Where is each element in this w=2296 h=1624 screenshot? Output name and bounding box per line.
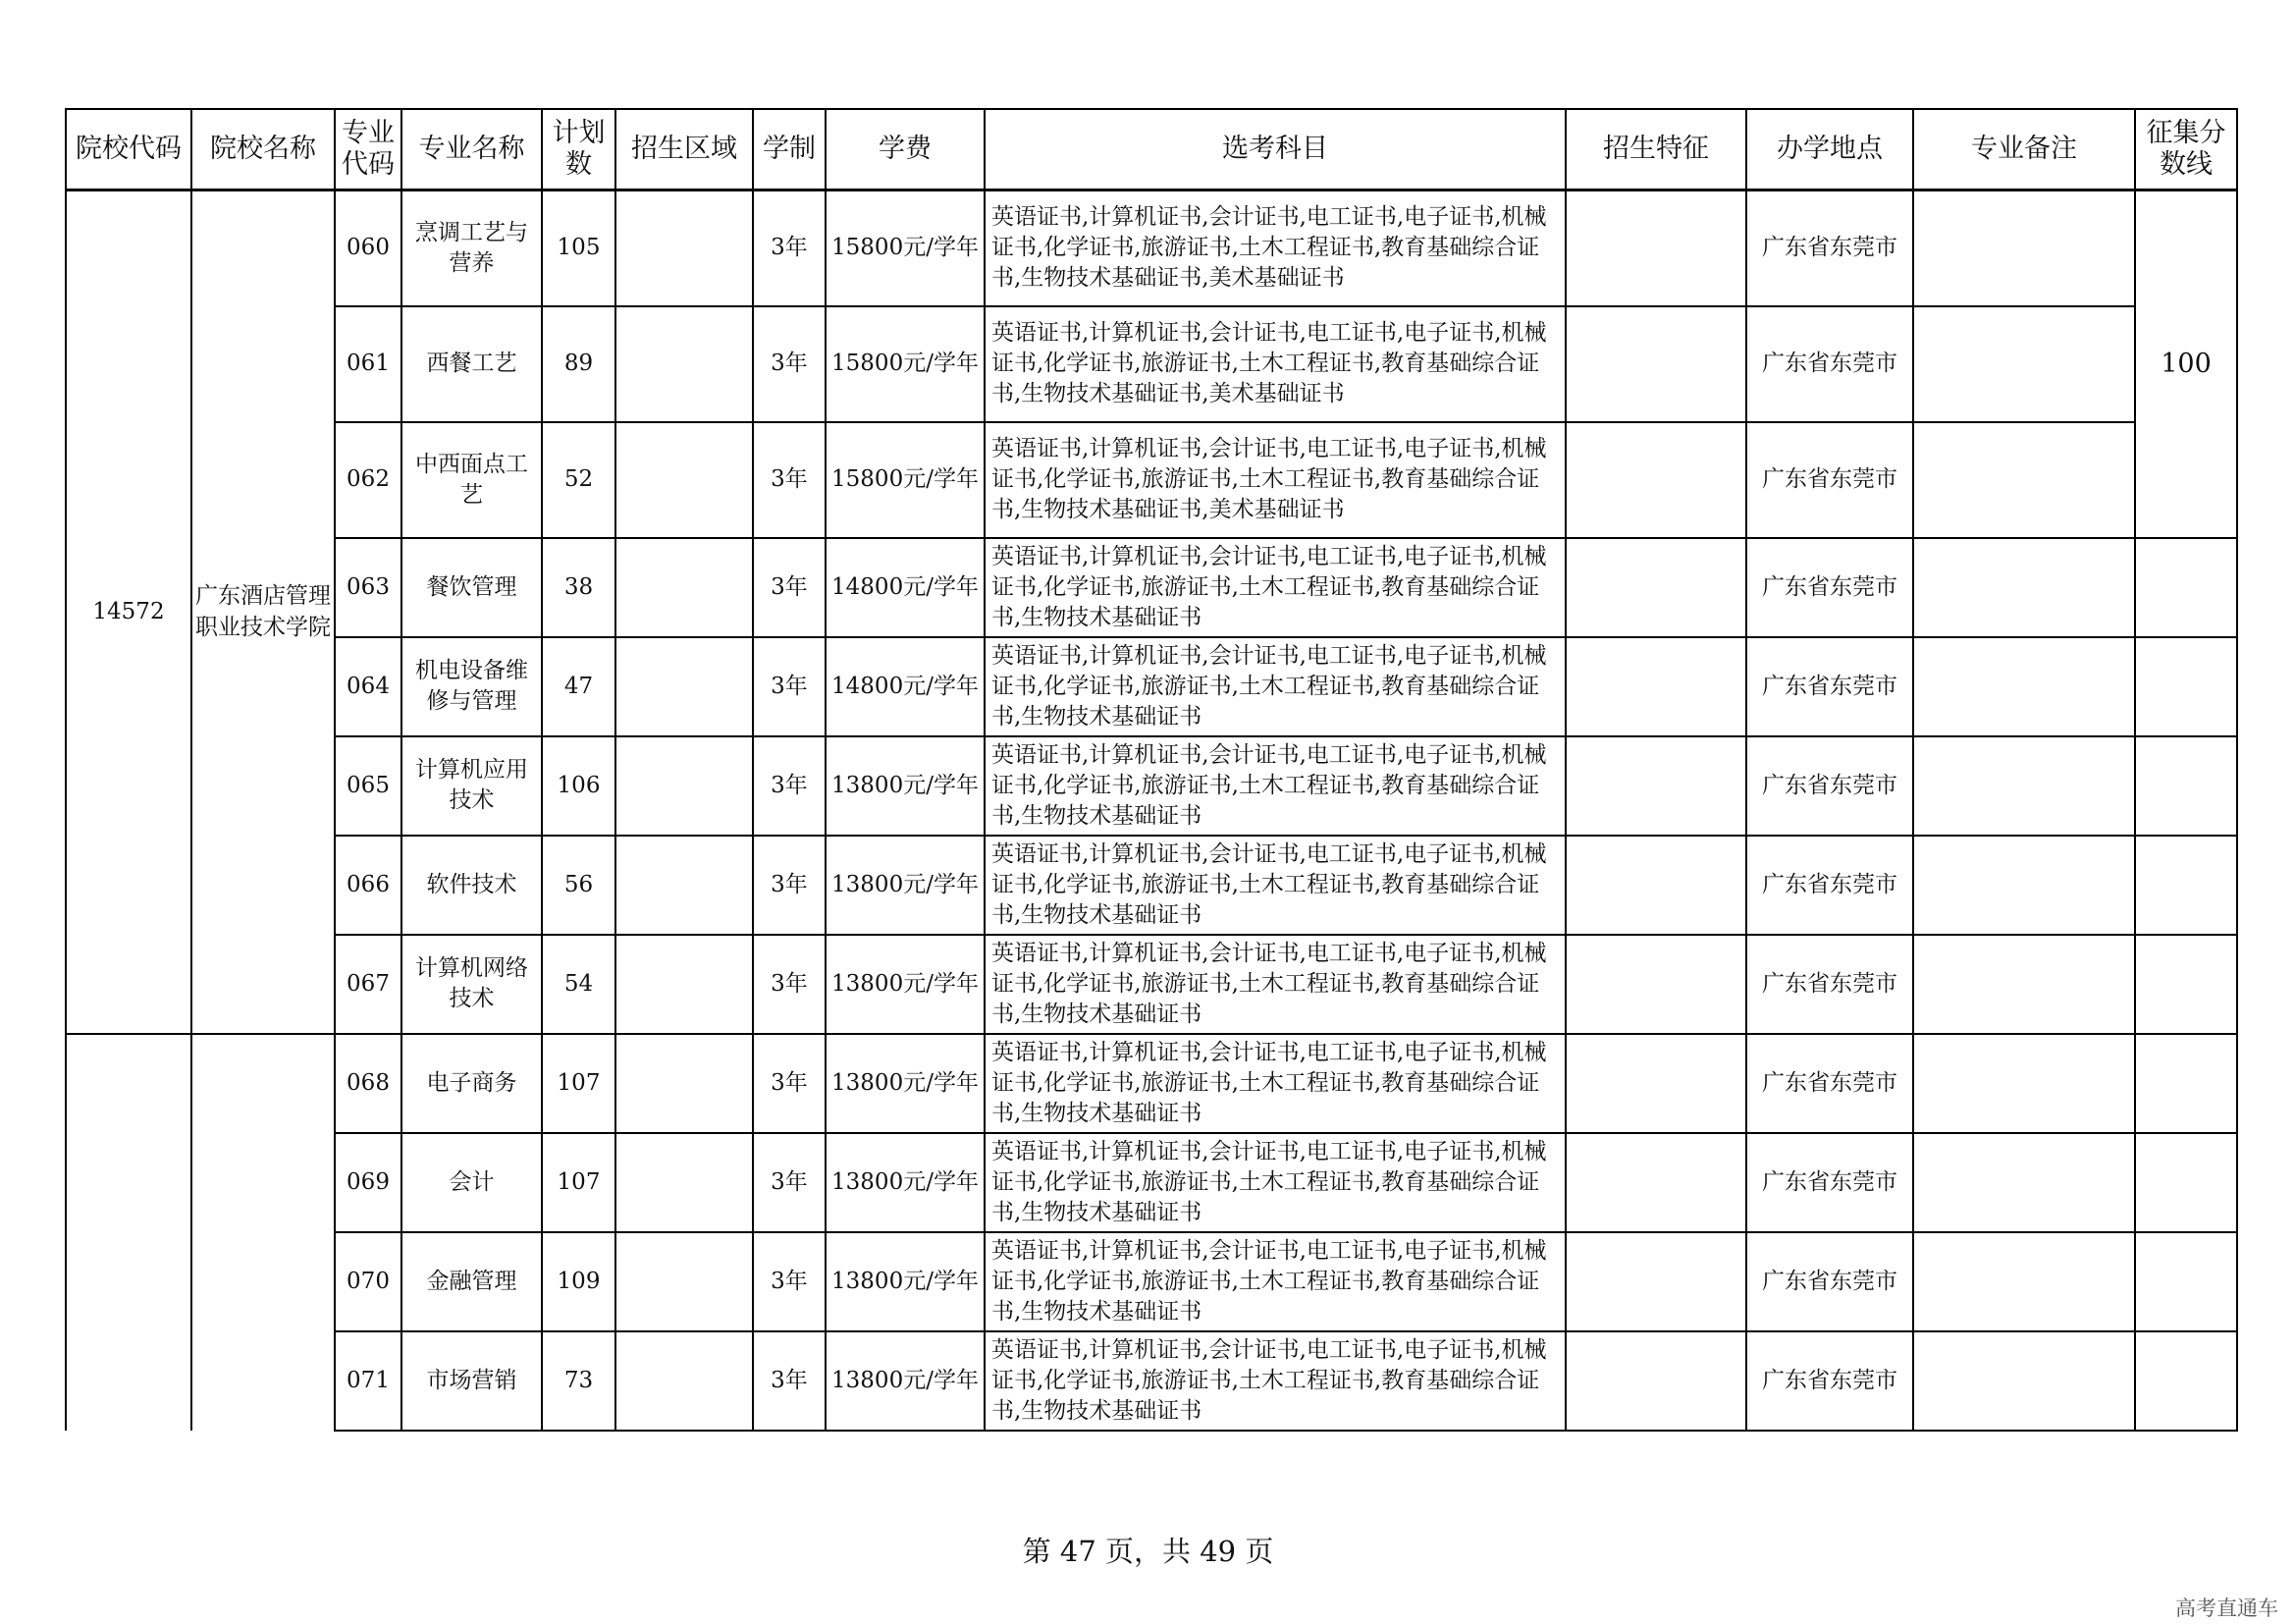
cutoff-cell-empty — [2135, 1232, 2237, 1331]
region-cell — [615, 736, 753, 836]
major-code-cell: 066 — [335, 836, 401, 935]
region-cell — [615, 1034, 753, 1133]
location-cell: 广东省东莞市 — [1746, 1133, 1913, 1232]
subjects-cell: 英语证书,计算机证书,会计证书,电工证书,电子证书,机械证书,化学证书,旅游证书,土木工程证书,教育基础综合证书,生物技术基础证书 — [985, 836, 1566, 935]
region-cell — [615, 1232, 753, 1331]
plan-count-cell: 109 — [542, 1232, 615, 1331]
subjects-cell: 英语证书,计算机证书,会计证书,电工证书,电子证书,机械证书,化学证书,旅游证书,土木工程证书,教育基础综合证书,生物技术基础证书,美术基础证书 — [985, 190, 1566, 306]
duration-cell: 3年 — [753, 306, 826, 422]
watermark: 高考直通车 — [2175, 1597, 2278, 1620]
major-name-cell: 金融管理 — [401, 1232, 542, 1331]
school-name-cell-continued — [191, 1034, 335, 1431]
tuition-cell: 15800元/学年 — [826, 190, 985, 306]
plan-count-cell: 54 — [542, 935, 615, 1034]
table-row — [66, 190, 2237, 306]
cutoff-cell-empty — [2135, 538, 2237, 637]
enrollment-table — [65, 108, 2238, 1432]
header-major-name: 专业名称 — [401, 109, 542, 190]
subjects-cell: 英语证书,计算机证书,会计证书,电工证书,电子证书,机械证书,化学证书,旅游证书,土木工程证书,教育基础综合证书,生物技术基础证书 — [985, 1331, 1566, 1431]
plan-count-cell: 56 — [542, 836, 615, 935]
table-row — [66, 935, 2237, 1034]
major-code-cell: 069 — [335, 1133, 401, 1232]
remarks-cell — [1913, 1034, 2135, 1133]
header-cutoff: 征集分数线 — [2135, 109, 2237, 190]
location-cell: 广东省东莞市 — [1746, 1331, 1913, 1431]
school-code-cell-continued — [66, 1034, 191, 1431]
major-name-cell: 计算机网络技术 — [401, 935, 542, 1034]
cutoff-cell-empty — [2135, 736, 2237, 836]
major-name-cell: 餐饮管理 — [401, 538, 542, 637]
duration-cell: 3年 — [753, 935, 826, 1034]
table-body — [66, 190, 2237, 1431]
major-name-cell: 电子商务 — [401, 1034, 542, 1133]
plan-count-cell: 47 — [542, 637, 615, 736]
major-code-cell: 067 — [335, 935, 401, 1034]
location-cell: 广东省东莞市 — [1746, 1034, 1913, 1133]
tuition-cell: 14800元/学年 — [826, 637, 985, 736]
major-code-cell: 062 — [335, 422, 401, 538]
cutoff-cell-empty — [2135, 836, 2237, 935]
cutoff-cell-empty — [2135, 1133, 2237, 1232]
duration-cell: 3年 — [753, 637, 826, 736]
major-name-cell: 西餐工艺 — [401, 306, 542, 422]
subjects-cell: 英语证书,计算机证书,会计证书,电工证书,电子证书,机械证书,化学证书,旅游证书,土木工程证书,教育基础综合证书,生物技术基础证书 — [985, 1133, 1566, 1232]
school-code-cell: 14572 — [66, 190, 191, 1034]
remarks-cell — [1913, 637, 2135, 736]
tuition-cell: 13800元/学年 — [826, 836, 985, 935]
cutoff-cell-empty — [2135, 935, 2237, 1034]
duration-cell: 3年 — [753, 422, 826, 538]
plan-count-cell: 107 — [542, 1133, 615, 1232]
location-cell: 广东省东莞市 — [1746, 736, 1913, 836]
table-row — [66, 637, 2237, 736]
table-row — [66, 1331, 2237, 1431]
table-row — [66, 1034, 2237, 1133]
table-row — [66, 836, 2237, 935]
cutoff-cell-empty — [2135, 1331, 2237, 1431]
remarks-cell — [1913, 306, 2135, 422]
features-cell — [1566, 637, 1746, 736]
subjects-cell: 英语证书,计算机证书,会计证书,电工证书,电子证书,机械证书,化学证书,旅游证书,土木工程证书,教育基础综合证书,生物技术基础证书 — [985, 736, 1566, 836]
header-remarks: 专业备注 — [1913, 109, 2135, 190]
remarks-cell — [1913, 538, 2135, 637]
header-duration: 学制 — [753, 109, 826, 190]
header-tuition: 学费 — [826, 109, 985, 190]
major-name-cell: 计算机应用技术 — [401, 736, 542, 836]
header-subjects: 选考科目 — [985, 109, 1566, 190]
region-cell — [615, 637, 753, 736]
major-name-cell: 软件技术 — [401, 836, 542, 935]
features-cell — [1566, 1232, 1746, 1331]
subjects-cell: 英语证书,计算机证书,会计证书,电工证书,电子证书,机械证书,化学证书,旅游证书,土木工程证书,教育基础综合证书,生物技术基础证书 — [985, 538, 1566, 637]
major-code-cell: 071 — [335, 1331, 401, 1431]
remarks-cell — [1913, 190, 2135, 306]
plan-count-cell: 89 — [542, 306, 615, 422]
location-cell: 广东省东莞市 — [1746, 836, 1913, 935]
table-row — [66, 422, 2237, 538]
tuition-cell: 14800元/学年 — [826, 538, 985, 637]
remarks-cell — [1913, 935, 2135, 1034]
major-name-cell: 中西面点工艺 — [401, 422, 542, 538]
enrollment-table-wrapper — [65, 108, 2238, 1432]
remarks-cell — [1913, 836, 2135, 935]
cutoff-cell-empty — [2135, 1034, 2237, 1133]
remarks-cell — [1913, 1331, 2135, 1431]
major-code-cell: 063 — [335, 538, 401, 637]
tuition-cell: 13800元/学年 — [826, 1133, 985, 1232]
tuition-cell: 13800元/学年 — [826, 1232, 985, 1331]
major-code-cell: 064 — [335, 637, 401, 736]
subjects-cell: 英语证书,计算机证书,会计证书,电工证书,电子证书,机械证书,化学证书,旅游证书,土木工程证书,教育基础综合证书,生物技术基础证书 — [985, 1232, 1566, 1331]
school-name-cell: 广东酒店管理职业技术学院 — [191, 190, 335, 1034]
duration-cell: 3年 — [753, 1331, 826, 1431]
header-region: 招生区域 — [615, 109, 753, 190]
subjects-cell: 英语证书,计算机证书,会计证书,电工证书,电子证书,机械证书,化学证书,旅游证书,土木工程证书,教育基础综合证书,生物技术基础证书 — [985, 637, 1566, 736]
region-cell — [615, 306, 753, 422]
region-cell — [615, 1331, 753, 1431]
table-row — [66, 736, 2237, 836]
header-features: 招生特征 — [1566, 109, 1746, 190]
tuition-cell: 15800元/学年 — [826, 306, 985, 422]
cutoff-cell: 100 — [2135, 190, 2237, 538]
remarks-cell — [1913, 1133, 2135, 1232]
features-cell — [1566, 736, 1746, 836]
plan-count-cell: 52 — [542, 422, 615, 538]
major-name-cell: 市场营销 — [401, 1331, 542, 1431]
table-row — [66, 1232, 2237, 1331]
location-cell: 广东省东莞市 — [1746, 637, 1913, 736]
subjects-cell: 英语证书,计算机证书,会计证书,电工证书,电子证书,机械证书,化学证书,旅游证书,土木工程证书,教育基础综合证书,生物技术基础证书 — [985, 1034, 1566, 1133]
duration-cell: 3年 — [753, 538, 826, 637]
major-name-cell: 机电设备维修与管理 — [401, 637, 542, 736]
header-location: 办学地点 — [1746, 109, 1913, 190]
page-footer: 第 47 页，共 49 页 — [1022, 1535, 1274, 1568]
major-code-cell: 070 — [335, 1232, 401, 1331]
region-cell — [615, 190, 753, 306]
tuition-cell: 13800元/学年 — [826, 1331, 985, 1431]
duration-cell: 3年 — [753, 736, 826, 836]
duration-cell: 3年 — [753, 1034, 826, 1133]
table-row — [66, 306, 2237, 422]
region-cell — [615, 836, 753, 935]
features-cell — [1566, 422, 1746, 538]
major-name-cell: 烹调工艺与营养 — [401, 190, 542, 306]
header-plan-count: 计划数 — [542, 109, 615, 190]
remarks-cell — [1913, 1232, 2135, 1331]
region-cell — [615, 538, 753, 637]
subjects-cell: 英语证书,计算机证书,会计证书,电工证书,电子证书,机械证书,化学证书,旅游证书,土木工程证书,教育基础综合证书,生物技术基础证书,美术基础证书 — [985, 306, 1566, 422]
location-cell: 广东省东莞市 — [1746, 538, 1913, 637]
features-cell — [1566, 1133, 1746, 1232]
duration-cell: 3年 — [753, 1232, 826, 1331]
plan-count-cell: 73 — [542, 1331, 615, 1431]
cutoff-cell-empty — [2135, 637, 2237, 736]
major-code-cell: 065 — [335, 736, 401, 836]
features-cell — [1566, 538, 1746, 637]
header-major-code: 专业代码 — [335, 109, 401, 190]
duration-cell: 3年 — [753, 1133, 826, 1232]
header-school-code: 院校代码 — [66, 109, 191, 190]
major-code-cell: 068 — [335, 1034, 401, 1133]
header-row — [66, 109, 2237, 190]
region-cell — [615, 422, 753, 538]
region-cell — [615, 935, 753, 1034]
location-cell: 广东省东莞市 — [1746, 306, 1913, 422]
tuition-cell: 13800元/学年 — [826, 1034, 985, 1133]
plan-count-cell: 105 — [542, 190, 615, 306]
tuition-cell: 13800元/学年 — [826, 736, 985, 836]
table-row — [66, 538, 2237, 637]
location-cell: 广东省东莞市 — [1746, 422, 1913, 538]
tuition-cell: 15800元/学年 — [826, 422, 985, 538]
subjects-cell: 英语证书,计算机证书,会计证书,电工证书,电子证书,机械证书,化学证书,旅游证书,土木工程证书,教育基础综合证书,生物技术基础证书 — [985, 935, 1566, 1034]
features-cell — [1566, 1034, 1746, 1133]
plan-count-cell: 38 — [542, 538, 615, 637]
features-cell — [1566, 935, 1746, 1034]
plan-count-cell: 106 — [542, 736, 615, 836]
location-cell: 广东省东莞市 — [1746, 1232, 1913, 1331]
region-cell — [615, 1133, 753, 1232]
subjects-cell: 英语证书,计算机证书,会计证书,电工证书,电子证书,机械证书,化学证书,旅游证书,土木工程证书,教育基础综合证书,生物技术基础证书,美术基础证书 — [985, 422, 1566, 538]
major-name-cell: 会计 — [401, 1133, 542, 1232]
features-cell — [1566, 190, 1746, 306]
remarks-cell — [1913, 422, 2135, 538]
tuition-cell: 13800元/学年 — [826, 935, 985, 1034]
duration-cell: 3年 — [753, 836, 826, 935]
location-cell: 广东省东莞市 — [1746, 190, 1913, 306]
major-code-cell: 060 — [335, 190, 401, 306]
plan-count-cell: 107 — [542, 1034, 615, 1133]
location-cell: 广东省东莞市 — [1746, 935, 1913, 1034]
duration-cell: 3年 — [753, 190, 826, 306]
header-school-name: 院校名称 — [191, 109, 335, 190]
features-cell — [1566, 1331, 1746, 1431]
remarks-cell — [1913, 736, 2135, 836]
features-cell — [1566, 306, 1746, 422]
major-code-cell: 061 — [335, 306, 401, 422]
table-row — [66, 1133, 2237, 1232]
features-cell — [1566, 836, 1746, 935]
